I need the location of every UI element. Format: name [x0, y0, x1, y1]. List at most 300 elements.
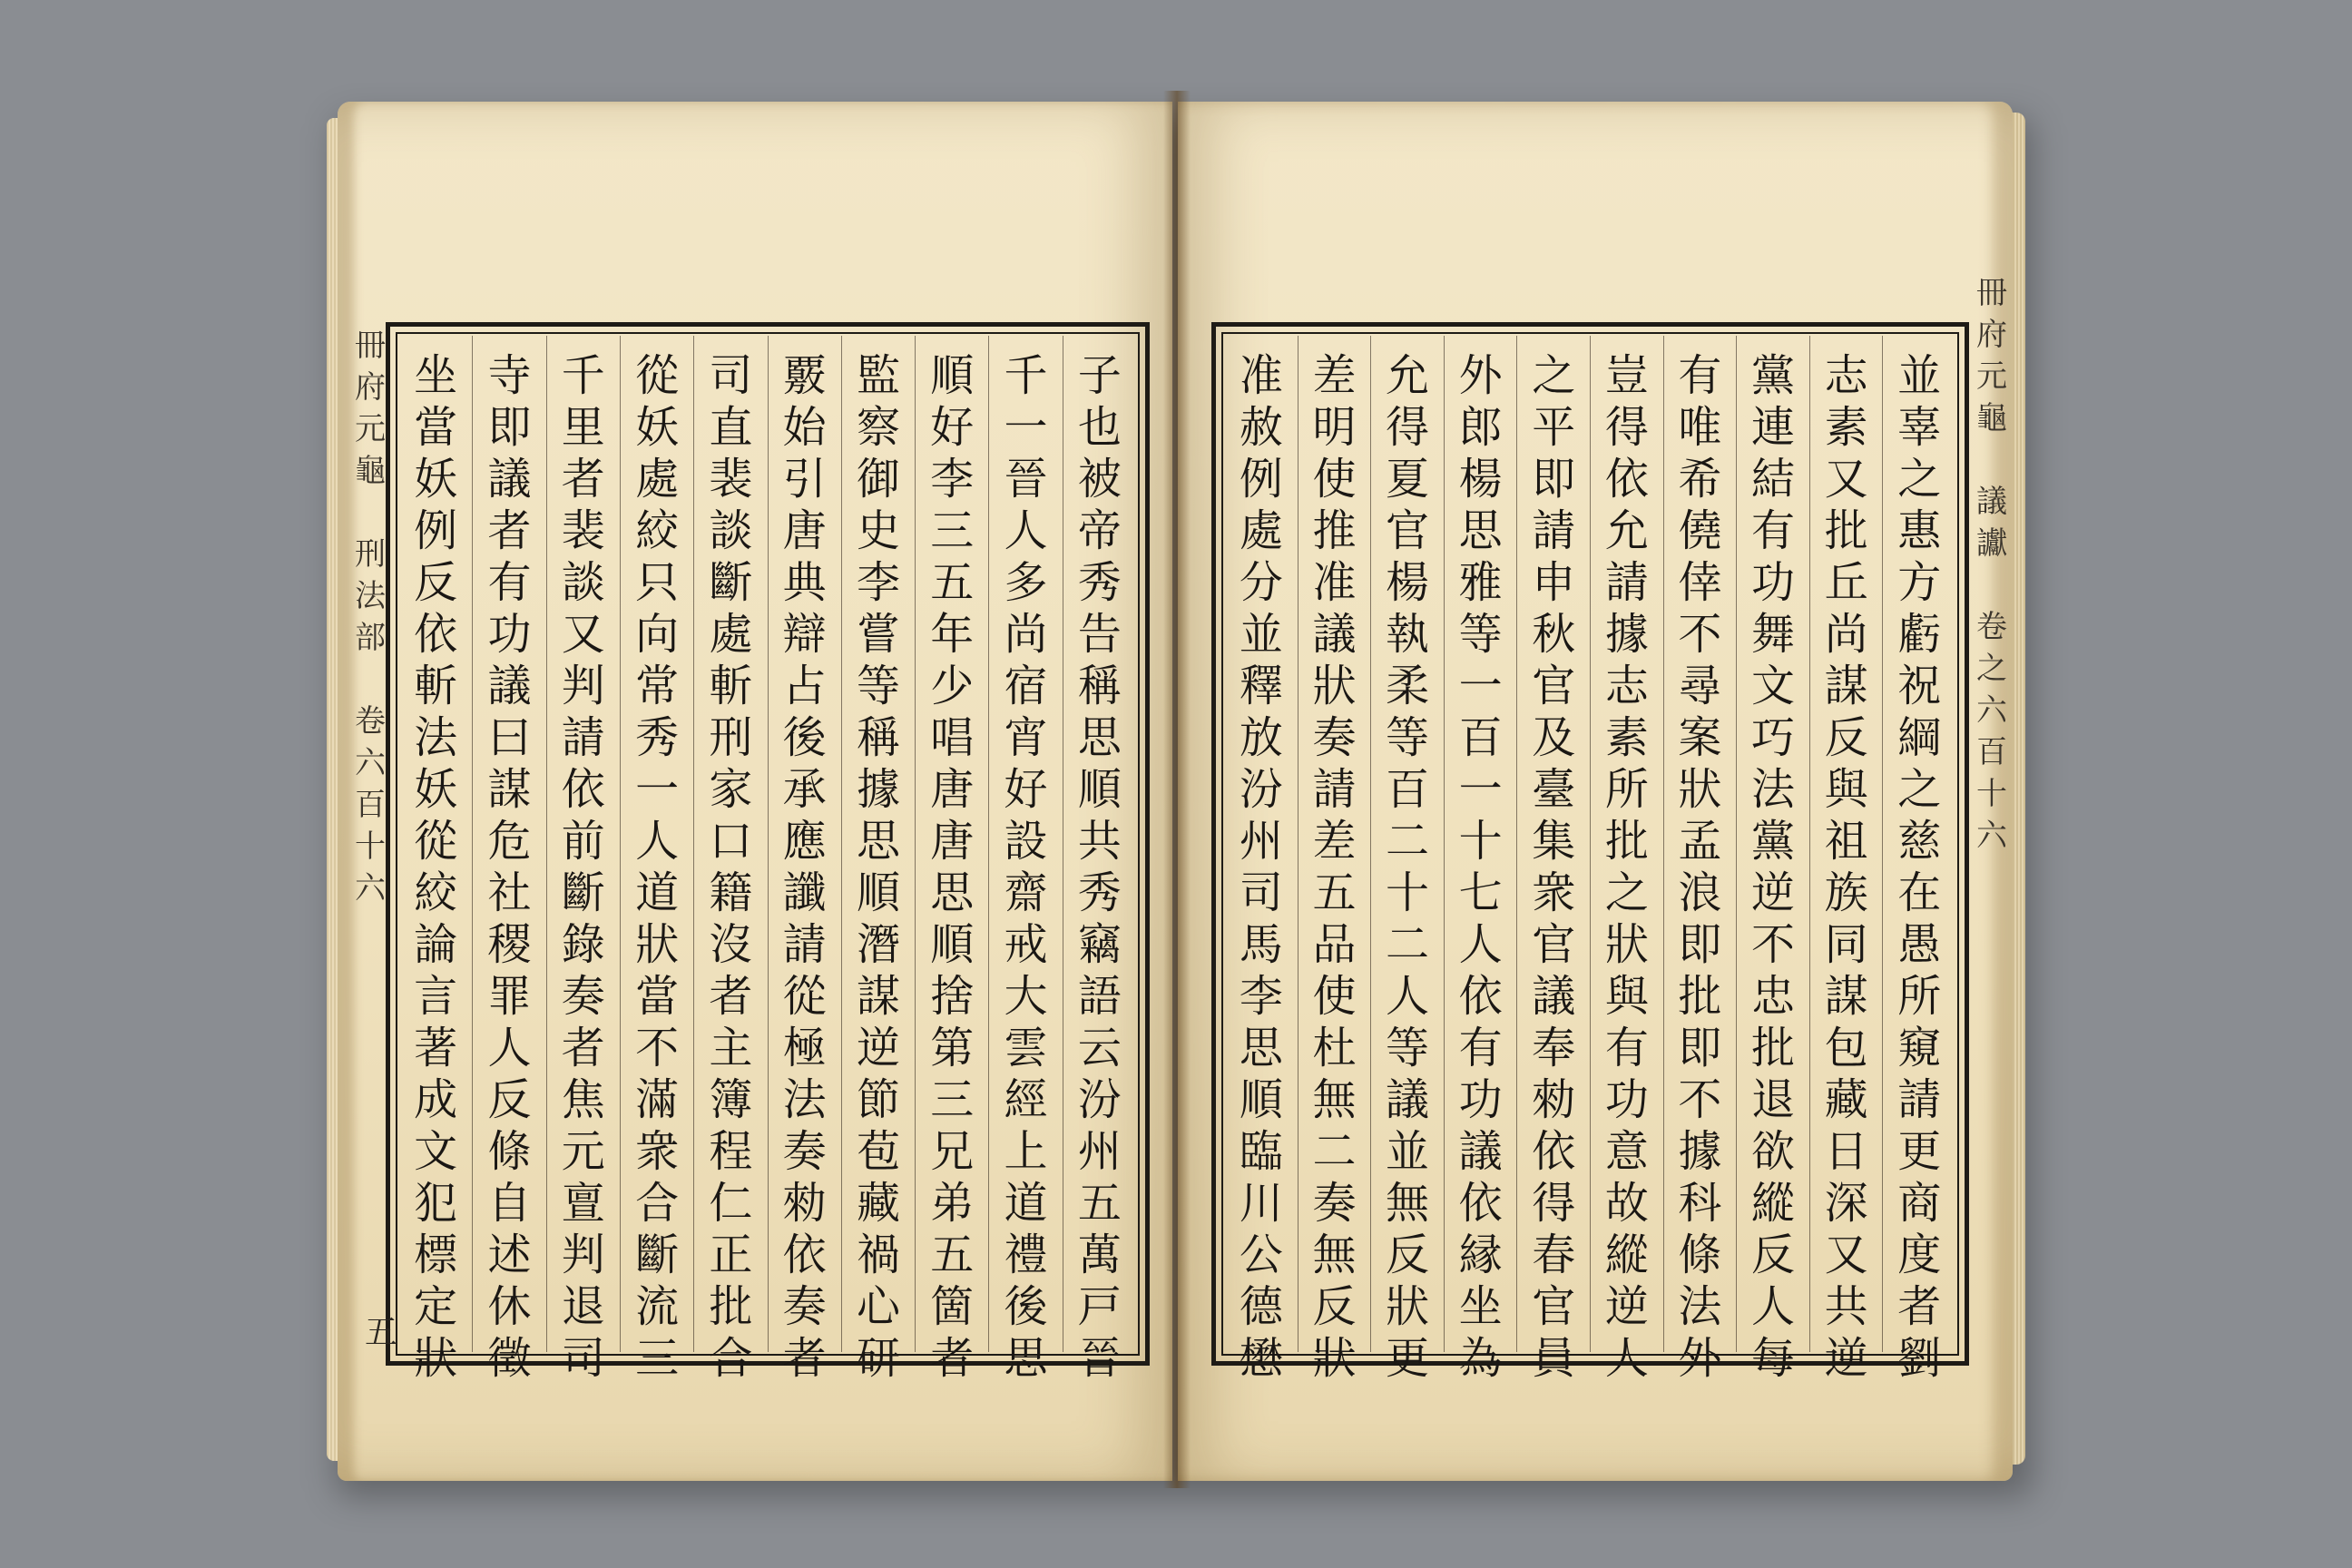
character: 楊: [1386, 557, 1430, 608]
character: 判: [561, 1230, 605, 1280]
character: 並: [1239, 609, 1283, 660]
character: 舞: [1751, 609, 1796, 660]
character: 縁: [1458, 1230, 1503, 1280]
character: 口: [709, 816, 753, 867]
character: 包: [1824, 1023, 1868, 1073]
character: 有: [1678, 350, 1722, 401]
character: 日: [1824, 1126, 1868, 1177]
character: 三: [930, 1074, 975, 1125]
character: 雲: [1004, 1023, 1048, 1073]
character: 逆: [1824, 1333, 1868, 1384]
character: 官: [1532, 1281, 1576, 1332]
book-gutter: [1163, 91, 1191, 1488]
character: 案: [1678, 712, 1722, 763]
character: 三: [930, 505, 975, 556]
character: 文: [414, 1126, 458, 1177]
character: 川: [1239, 1178, 1283, 1229]
character: 愚: [1897, 919, 1942, 970]
character: 著: [414, 1023, 458, 1073]
character: 狀: [414, 1333, 458, 1384]
character: 後: [1004, 1281, 1048, 1332]
character: 請: [1312, 764, 1357, 815]
character: 品: [1312, 919, 1357, 970]
character: 人: [1386, 971, 1430, 1022]
character: 人: [1004, 505, 1048, 556]
character: 上: [1004, 1126, 1048, 1177]
character: 又: [561, 609, 605, 660]
character: 功: [1604, 1074, 1649, 1125]
character: 應: [782, 816, 827, 867]
character: 焦: [561, 1074, 605, 1125]
character: 允: [1386, 350, 1430, 401]
character: 合: [635, 1178, 680, 1229]
right-margin-title: [1971, 272, 2013, 857]
character: 仁: [709, 1178, 753, 1229]
character: 典: [782, 557, 827, 608]
character: 絞: [414, 867, 458, 918]
character: 議: [487, 454, 532, 505]
character: 正: [709, 1230, 753, 1280]
character: 科: [1678, 1178, 1722, 1229]
character: 自: [487, 1178, 532, 1229]
character: 斬: [414, 661, 458, 711]
character: 差: [1312, 816, 1357, 867]
text-column: [1590, 336, 1663, 1384]
character: 承: [782, 764, 827, 815]
character: 例: [414, 505, 458, 556]
character: 劉: [1897, 1333, 1942, 1384]
character: 臺: [1532, 764, 1576, 815]
character: 依: [1604, 454, 1649, 505]
character: 使: [1312, 454, 1357, 505]
text-column: [1809, 336, 1883, 1384]
character: 馬: [1239, 919, 1283, 970]
character: 箇: [930, 1281, 975, 1332]
character: 嘗: [856, 609, 900, 660]
character: 巧: [1751, 712, 1796, 763]
character: 好: [1004, 764, 1048, 815]
character: 里: [561, 402, 605, 453]
character: 流: [635, 1281, 680, 1332]
character: 百: [1458, 712, 1503, 763]
character: 州: [1077, 1126, 1122, 1177]
character: 始: [782, 402, 827, 453]
character: 素: [1824, 402, 1868, 453]
character: 有: [1458, 1023, 1503, 1073]
character: 子: [1077, 350, 1122, 401]
character: 謀: [1824, 971, 1868, 1022]
character: 語: [1077, 971, 1122, 1022]
character: 杜: [1312, 1023, 1357, 1073]
character: 功: [1458, 1074, 1503, 1125]
character: 夏: [1386, 454, 1430, 505]
character: 戒: [1004, 919, 1048, 970]
character: 又: [1824, 454, 1868, 505]
character: 處: [709, 609, 753, 660]
character: 謀: [487, 764, 532, 815]
character: 唐: [782, 505, 827, 556]
character: 設: [1004, 816, 1048, 867]
margin-character: [1976, 564, 2007, 606]
character: 集: [1532, 816, 1576, 867]
character: 直: [709, 402, 753, 453]
character: 衆: [635, 1126, 680, 1177]
character: 州: [1239, 816, 1283, 867]
character: 議: [487, 661, 532, 711]
margin-character: 六: [355, 745, 386, 781]
character: 定: [414, 1281, 458, 1332]
character: 縱: [1604, 1230, 1649, 1280]
character: 即: [1532, 454, 1576, 505]
character: 絞: [635, 505, 680, 556]
character: 第: [930, 1023, 975, 1073]
character: 五: [1077, 1178, 1122, 1229]
character: 一: [1004, 402, 1048, 453]
character: 法: [1751, 764, 1796, 815]
character: 等: [856, 661, 900, 711]
character: 功: [487, 609, 532, 660]
character: 每: [1751, 1333, 1796, 1384]
character: 三: [635, 1333, 680, 1384]
character: 孟: [1678, 816, 1722, 867]
character: 稷: [487, 919, 532, 970]
character: 虧: [1897, 609, 1942, 660]
character: 千: [561, 350, 605, 401]
character: 議: [1386, 1074, 1430, 1125]
character: 條: [1678, 1230, 1722, 1280]
character: 共: [1824, 1281, 1868, 1332]
character: 外: [1678, 1333, 1722, 1384]
character: 元: [561, 1126, 605, 1177]
character: 察: [856, 402, 900, 453]
margin-character: 冊: [355, 328, 386, 364]
character: 者: [487, 505, 532, 556]
character: 深: [1824, 1178, 1868, 1229]
character: 奏: [782, 1281, 827, 1332]
character: 勑: [782, 1178, 827, 1229]
character: 即: [487, 402, 532, 453]
character: 述: [487, 1230, 532, 1280]
character: 徵: [487, 1333, 532, 1384]
character: 依: [1458, 1178, 1503, 1229]
character: 依: [1532, 1126, 1576, 1177]
character: 思: [1239, 1023, 1283, 1073]
character: 及: [1532, 712, 1576, 763]
character: 覈: [782, 350, 827, 401]
character: 思: [856, 816, 900, 867]
character: 懋: [1239, 1333, 1283, 1384]
character: 不: [1751, 919, 1796, 970]
text-column: [472, 336, 545, 1384]
character: 秀: [1077, 557, 1122, 608]
margin-character: 刑: [355, 536, 386, 573]
character: 處: [1239, 505, 1283, 556]
character: 汾: [1077, 1074, 1122, 1125]
character: 所: [1897, 971, 1942, 1022]
character: 之: [1897, 764, 1942, 815]
character: 唱: [930, 712, 975, 763]
character: 即: [1678, 919, 1722, 970]
character: 兄: [930, 1126, 975, 1177]
character: 從: [782, 971, 827, 1022]
character: 不: [635, 1023, 680, 1073]
character: 好: [930, 402, 975, 453]
character: 當: [635, 971, 680, 1022]
character: 者: [709, 971, 753, 1022]
character: 官: [1532, 661, 1576, 711]
margin-character: 卷: [1976, 609, 2007, 645]
character: 斬: [709, 661, 753, 711]
character: 裴: [709, 454, 753, 505]
character: 無: [1386, 1178, 1430, 1229]
character: 之: [1897, 454, 1942, 505]
character: 狀: [635, 919, 680, 970]
character: 李: [1239, 971, 1283, 1022]
character: 有: [487, 557, 532, 608]
character: 批: [709, 1281, 753, 1332]
character: 引: [782, 454, 827, 505]
character: 者: [561, 454, 605, 505]
character: 之: [1532, 350, 1576, 401]
character: 執: [1386, 609, 1430, 660]
character: 程: [709, 1126, 753, 1177]
margin-character: 百: [355, 787, 386, 823]
character: 者: [930, 1333, 975, 1384]
character: 得: [1386, 402, 1430, 453]
text-column: [693, 336, 767, 1384]
character: 外: [1458, 350, 1503, 401]
character: 順: [930, 919, 975, 970]
character: 坐: [1458, 1281, 1503, 1332]
character: 尚: [1004, 609, 1048, 660]
character: 宵: [1004, 712, 1048, 763]
character: 反: [1312, 1281, 1357, 1332]
character: 分: [1239, 557, 1283, 608]
character: 七: [1458, 867, 1503, 918]
character: 結: [1751, 454, 1796, 505]
margin-character: 百: [1976, 734, 2007, 770]
character: 僥: [1678, 505, 1722, 556]
character: 狀: [1312, 1333, 1357, 1384]
character: 赦: [1239, 402, 1283, 453]
character: 汾: [1239, 764, 1283, 815]
character: 處: [635, 454, 680, 505]
character: 依: [414, 609, 458, 660]
character: 批: [1751, 1023, 1796, 1073]
character: 請: [1604, 557, 1649, 608]
character: 論: [414, 919, 458, 970]
character: 大: [1004, 971, 1048, 1022]
character: 明: [1312, 402, 1357, 453]
character: 衆: [1532, 867, 1576, 918]
character: 被: [1077, 454, 1122, 505]
character: 倖: [1678, 557, 1722, 608]
text-column: [1063, 336, 1136, 1384]
character: 共: [1077, 816, 1122, 867]
character: 五: [930, 557, 975, 608]
character: 曰: [487, 712, 532, 763]
character: 戸: [1077, 1281, 1122, 1332]
character: 沒: [709, 919, 753, 970]
character: 禮: [1004, 1230, 1048, 1280]
character: 晉: [1004, 454, 1048, 505]
character: 經: [1004, 1074, 1048, 1125]
character: 反: [487, 1074, 532, 1125]
character: 惠: [1897, 505, 1942, 556]
character: 柔: [1386, 661, 1430, 711]
character: 言: [414, 971, 458, 1022]
character: 五: [930, 1230, 975, 1280]
left-margin-title: [347, 325, 394, 909]
character: 斷: [561, 867, 605, 918]
character: 之: [1604, 867, 1649, 918]
character: 藏: [856, 1178, 900, 1229]
character: 晉: [1077, 1333, 1122, 1384]
margin-character: 讞: [1976, 525, 2007, 562]
character: 錄: [561, 919, 605, 970]
character: 司: [561, 1333, 605, 1384]
character: 弟: [930, 1178, 975, 1229]
margin-character: 龜: [355, 453, 386, 489]
character: 危: [487, 816, 532, 867]
character: 縱: [1751, 1178, 1796, 1229]
text-column: [1225, 336, 1298, 1384]
character: 二: [1386, 919, 1430, 970]
character: 放: [1239, 712, 1283, 763]
margin-character: [355, 492, 386, 534]
character: 研: [856, 1333, 900, 1384]
character: 黨: [1751, 816, 1796, 867]
character: 德: [1239, 1281, 1283, 1332]
character: 批: [1604, 816, 1649, 867]
character: 人: [1458, 919, 1503, 970]
character: 尚: [1824, 609, 1868, 660]
character: 齋: [1004, 867, 1048, 918]
margin-character: 部: [355, 620, 386, 656]
character: 唯: [1678, 402, 1722, 453]
character: 判: [561, 661, 605, 711]
character: 妖: [414, 454, 458, 505]
character: 人: [635, 816, 680, 867]
margin-character: 府: [1976, 317, 2007, 353]
character: 不: [1678, 1074, 1722, 1125]
character: 思: [1458, 505, 1503, 556]
character: 道: [1004, 1178, 1048, 1229]
character: 人: [487, 1023, 532, 1073]
character: 勑: [1532, 1074, 1576, 1125]
margin-character: 卷: [355, 703, 386, 740]
text-column: [1736, 336, 1809, 1384]
character: 楊: [1458, 454, 1503, 505]
character: 讖: [782, 867, 827, 918]
character: 反: [1386, 1230, 1430, 1280]
character: 苞: [856, 1126, 900, 1177]
character: 二: [1312, 1126, 1357, 1177]
character: 李: [930, 454, 975, 505]
text-column: [399, 336, 472, 1384]
margin-character: 元: [355, 411, 386, 447]
character: 社: [487, 867, 532, 918]
character: 志: [1604, 661, 1649, 711]
character: 法: [1678, 1281, 1722, 1332]
character: 有: [1751, 505, 1796, 556]
character: 休: [487, 1281, 532, 1332]
character: 常: [635, 661, 680, 711]
character: 司: [709, 350, 753, 401]
character: 窺: [1897, 1023, 1942, 1073]
character: 藏: [1824, 1074, 1868, 1125]
character: 亶: [561, 1178, 605, 1229]
character: 批: [1824, 505, 1868, 556]
character: 多: [1004, 557, 1048, 608]
character: 官: [1532, 919, 1576, 970]
character: 官: [1386, 505, 1430, 556]
character: 並: [1386, 1126, 1430, 1177]
character: 謀: [856, 971, 900, 1022]
character: 准: [1239, 350, 1283, 401]
character: 希: [1678, 454, 1722, 505]
text-column: [988, 336, 1062, 1384]
character: 在: [1897, 867, 1942, 918]
character: 文: [1751, 661, 1796, 711]
character: 法: [414, 712, 458, 763]
character: 李: [856, 557, 900, 608]
character: 極: [782, 1023, 827, 1073]
character: 千: [1004, 350, 1048, 401]
character: 例: [1239, 454, 1283, 505]
character: 奏: [782, 1126, 827, 1177]
character: 又: [1824, 1230, 1868, 1280]
character: 秀: [635, 712, 680, 763]
character: 滿: [635, 1074, 680, 1125]
character: 志: [1824, 350, 1868, 401]
character: 雅: [1458, 557, 1503, 608]
character: 郎: [1458, 402, 1503, 453]
character: 者: [561, 1023, 605, 1073]
character: 史: [856, 505, 900, 556]
character: 法: [782, 1074, 827, 1125]
character: 得: [1532, 1178, 1576, 1229]
character: 順: [1239, 1074, 1283, 1125]
margin-character: [1976, 439, 2007, 481]
character: 得: [1604, 402, 1649, 453]
character: 等: [1386, 1023, 1430, 1073]
character: 使: [1312, 971, 1357, 1022]
right-text-frame: [1211, 322, 1969, 1384]
character: 向: [635, 609, 680, 660]
character: 萬: [1077, 1230, 1122, 1280]
character: 十: [1458, 816, 1503, 867]
character: 素: [1604, 712, 1649, 763]
text-column: [841, 336, 915, 1384]
character: 商: [1897, 1178, 1942, 1229]
character: 家: [709, 764, 753, 815]
character: 主: [709, 1023, 753, 1073]
character: 請: [1532, 505, 1576, 556]
character: 豈: [1604, 350, 1649, 401]
character: 釋: [1239, 661, 1283, 711]
character: 奉: [1532, 1023, 1576, 1073]
character: 尋: [1678, 661, 1722, 711]
character: 順: [930, 350, 975, 401]
character: 無: [1312, 1074, 1357, 1125]
character: 依: [1458, 971, 1503, 1022]
character: 請: [782, 919, 827, 970]
character: 請: [1897, 1074, 1942, 1125]
left-folio: 五: [365, 1314, 398, 1351]
character: 思: [1004, 1333, 1048, 1384]
character: 公: [1239, 1230, 1283, 1280]
